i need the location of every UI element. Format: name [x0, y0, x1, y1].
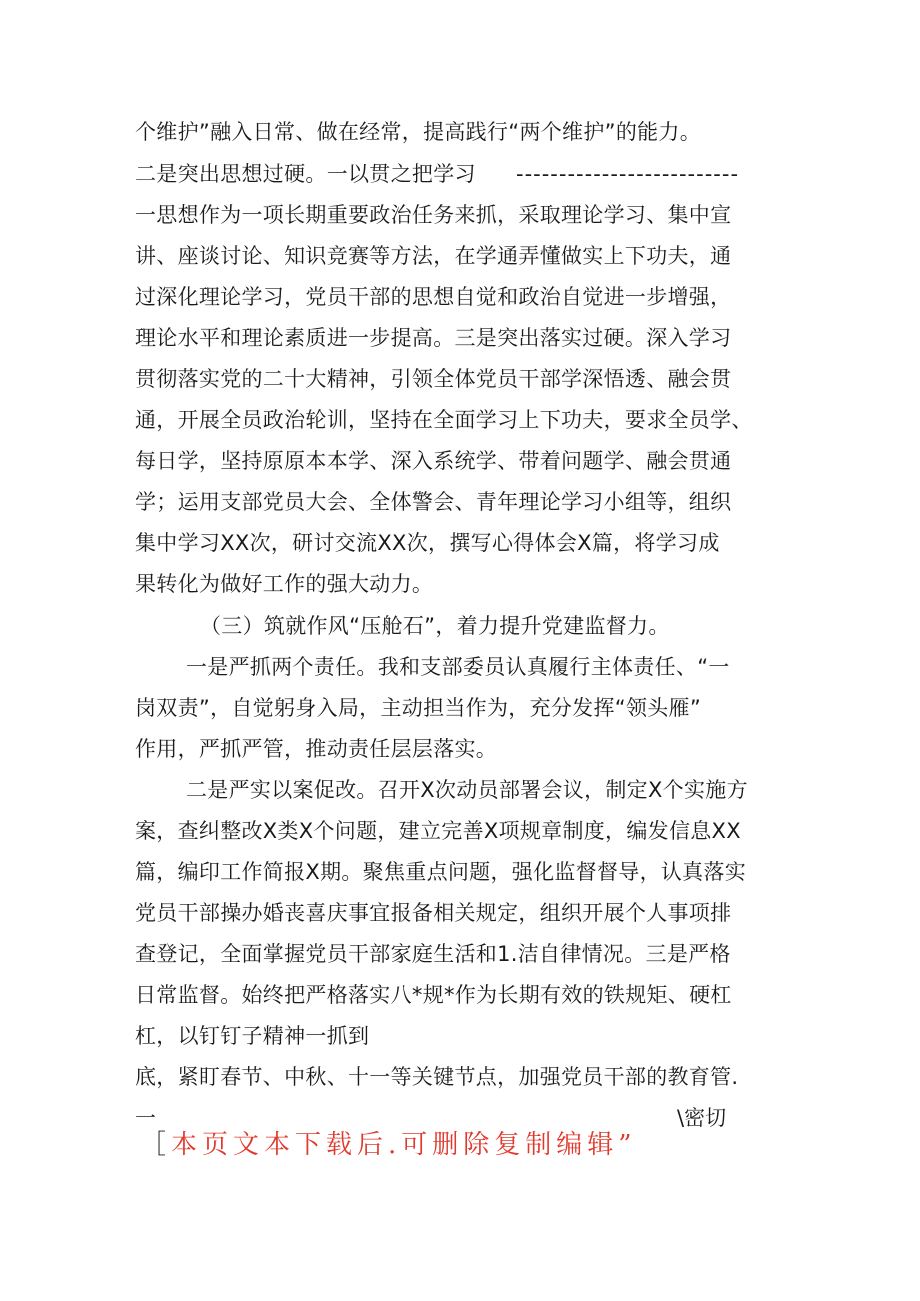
- text-line-1: 个维护”融入日常、做在经常，提高践行“两个维护”的能力。: [135, 120, 702, 144]
- text-line-11: 集中学习XX次，研讨交流XX次，撰写心得体会X篇，将学习成: [135, 531, 720, 555]
- footer-text: 本页文本下载后.可删除复制编辑”: [171, 1130, 637, 1160]
- text-line-22: 日常监督。始终把严格落实八*规*作为长期有效的铁规矩、硬杠: [135, 983, 732, 1007]
- text-line-23: 杠，以钉钉子精神一抓到: [135, 1024, 370, 1048]
- text-line-4: 讲、座谈讨论、知识竞赛等方法，在学通弄懂做实上下功夫，通: [135, 244, 732, 268]
- text-line-18: 案，查纠整改X类X个问题，建立完善X项规章制度，编发信息XX: [135, 819, 741, 843]
- text-line-5: 过深化理论学习，党员干部的思想自觉和政治自觉进一步增强，: [135, 285, 732, 309]
- text-line-15: 岗双责”，自觉躬身入局，主动担当作为，充分发挥“领头雁”: [135, 696, 702, 720]
- text-line-12: 果转化为做好工作的强大动力。: [135, 572, 434, 596]
- text-line-17: 二是严实以案促改。召开X次动员部署会议，制定X个实施方: [186, 778, 748, 802]
- download-note: [140, 1127, 637, 1163]
- text-line-9: 每日学，坚持原原本本学、深入系统学、带着问题学、融会贯通: [135, 449, 732, 473]
- text-line-8: 通，开展全员政治轮训，坚持在全面学习上下功夫，要求全员学、: [135, 408, 753, 432]
- section-heading: （三）筑就作风“压舱石”，着力提升党建监督力。: [200, 614, 670, 638]
- text-line-21: 查登记，全面掌握党员干部家庭生活和1.洁自律情况。三是严格: [135, 942, 731, 966]
- text-line-3: 一思想作为一项长期重要政治任务来抓，采取理论学习、集中宣: [135, 203, 732, 227]
- text-line-14: 一是严抓两个责任。我和支部委员认真履行主体责任、“一: [186, 655, 730, 679]
- text-line-6: 理论水平和理论素质进一步提高。三是突出落实过硬。深入学习: [135, 326, 732, 350]
- dash-leader: --------------------------: [516, 162, 740, 186]
- text-line-7: 贯彻落实党的二十大精神，引领全体党员干部学深悟透、融会贯: [135, 367, 732, 391]
- text-line-16: 作用，严抓严管，推动责任层层落实。: [135, 737, 498, 761]
- text-line-25: 一: [135, 1106, 157, 1130]
- footer-bracket: ［: [140, 1130, 172, 1160]
- right-fragment: \密切: [677, 1106, 727, 1130]
- text-line-2: 二是突出思想过硬。一以贯之把学习: [135, 162, 476, 186]
- text-line-20: 党员干部操办婚丧喜庆事宜报备相关规定，组织开展个人事项排: [135, 901, 732, 925]
- text-line-19: 篇，编印工作简报X期。聚焦重点问题，强化监督督导，认真落实: [135, 860, 747, 884]
- text-line-24: 底，紧盯春节、中秋、十一等关键节点，加强党员干部的教育管.: [135, 1065, 739, 1089]
- text-line-10: 学；运用支部党员大会、全体警会、青年理论学习小组等，组织: [135, 490, 732, 514]
